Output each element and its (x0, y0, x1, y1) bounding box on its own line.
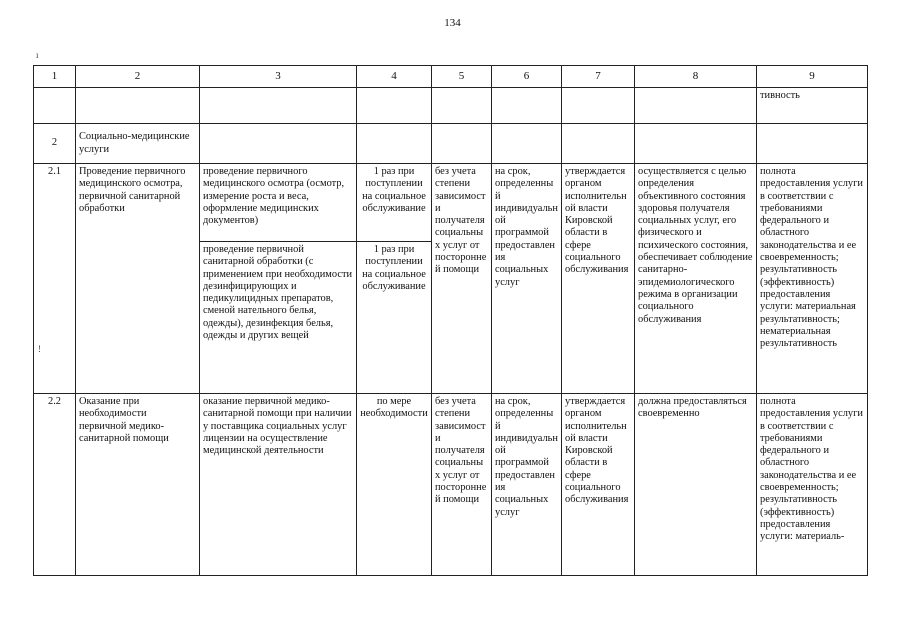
approval-authority: утверждается органом исполнительной власти Кировской области в сфере социального обслуживания (562, 394, 635, 576)
service-name: Оказание при необходимости первичной медико-санитарной помощи (76, 394, 200, 576)
column-header: 9 (757, 66, 868, 88)
table-row (34, 164, 868, 242)
column-header: 3 (200, 66, 357, 88)
service-conditions: осуществляется с целью определения объективного состояния здоровья получателя социальных услуг, его физического и психического состояния, обеспечивает соблюдение санитарно-эпидемиологического режима в организации социального обслуживания (635, 164, 757, 394)
quality-indicators: полнота предоставления услуги в соответствии с требованиями федерального и областного законодательства и ее своевременность; результативность (эффективность) предоставления услуги: материаль- (757, 394, 868, 576)
scan-mark: ! (38, 344, 41, 354)
column-header: 6 (492, 66, 562, 88)
column-header: 7 (562, 66, 635, 88)
approval-authority: утверждается органом исполнительной власти Кировской области в сфере социального обслуживания (562, 164, 635, 394)
scan-mark: ı (36, 50, 39, 60)
service-frequency: 1 раз при поступлении на социальное обслуживание (357, 242, 432, 394)
column-header: 5 (432, 66, 492, 88)
payment-terms: без учета степени зависимости получателя социальных услуг от посторонней помощи (432, 164, 492, 394)
service-frequency: 1 раз при поступлении на социальное обслуживание (357, 164, 432, 242)
column-header: 1 (34, 66, 76, 88)
service-description: оказание первичной медико-санитарной помощи при наличии у поставщика социальных услуг лицензии на осуществление медицинской деятельности (200, 394, 357, 576)
service-description: проведение первичной санитарной обработки (с применением при необходимости дезинфицирующих и педикулицидных препаратов, сменой нательного белья, одежды), дезинфекция белья, одежды и других вещей (200, 242, 357, 394)
row-number: 2.2 (34, 394, 76, 576)
page-number: 134 (444, 17, 461, 29)
continuation-row (34, 88, 868, 124)
services-table (33, 65, 868, 576)
table-row (34, 394, 868, 576)
service-term: на срок, определенный индивидуальной программой предоставления социальных услуг (492, 164, 562, 394)
row-number: 2.1 (34, 164, 76, 394)
service-term: на срок, определенный индивидуальной программой предоставления социальных услуг (492, 394, 562, 576)
quality-indicators: полнота предоставления услуги в соответствии с требованиями федерального и областного законодательства и ее своевременность; результативность (эффективность) предоставления услуги: материальная результативность; нематериальная результативность (757, 164, 868, 394)
continuation-text: тивность (757, 88, 868, 124)
column-header-row (34, 66, 868, 88)
column-header: 4 (357, 66, 432, 88)
section-row (34, 124, 868, 164)
column-header: 8 (635, 66, 757, 88)
service-frequency: по мере необходимости (357, 394, 432, 576)
payment-terms: без учета степени зависимости получателя социальных услуг от посторонней помощи (432, 394, 492, 576)
section-title: Социально-медицинские услуги (76, 124, 200, 164)
column-header: 2 (76, 66, 200, 88)
service-name: Проведение первичного медицинского осмотра, первичной санитарной обработки (76, 164, 200, 394)
service-description: проведение первичного медицинского осмотра (осмотр, измерение роста и веса, оформление медицинских документов) (200, 164, 357, 242)
service-conditions: должна предоставляться своевременно (635, 394, 757, 576)
section-number: 2 (34, 124, 76, 164)
